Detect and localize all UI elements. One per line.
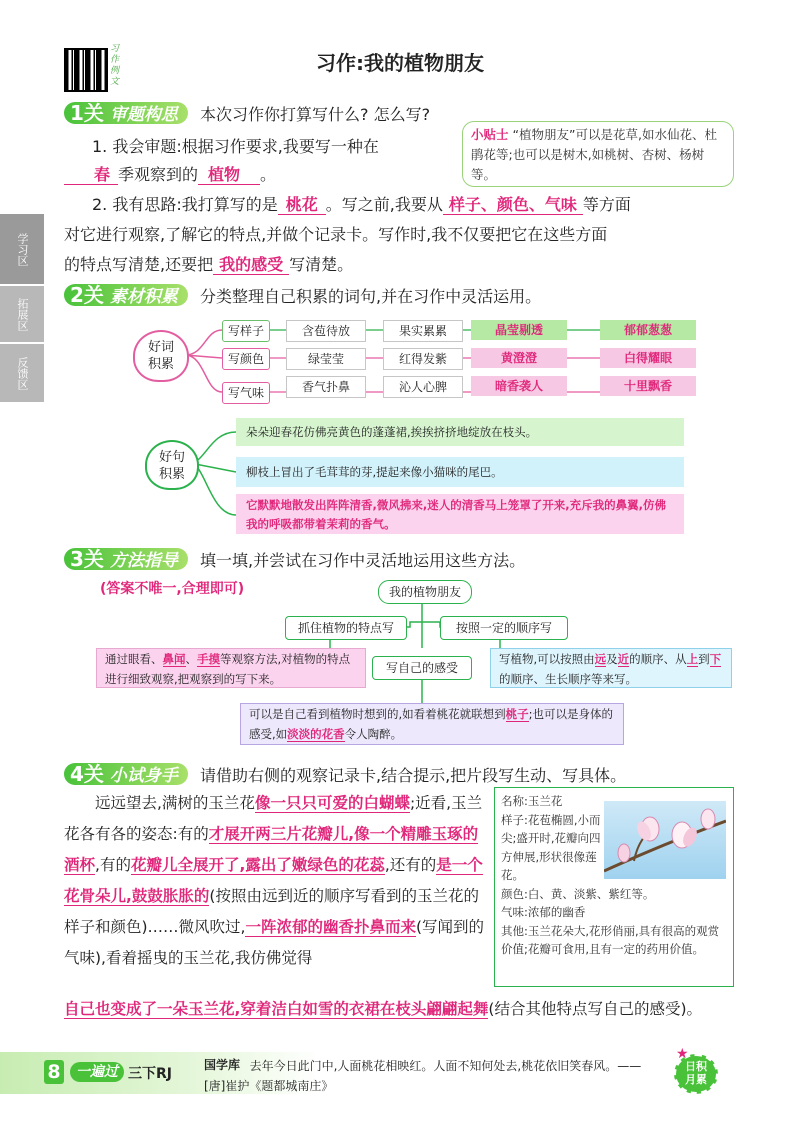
- tip-label: 小贴士: [471, 127, 509, 142]
- qr-label: 习作例文: [110, 44, 120, 87]
- word-answer: 郁郁葱葱: [600, 320, 696, 340]
- answer-top: 上: [686, 652, 699, 666]
- sentence-2: 柳枝上冒出了毛茸茸的芽,提起来像小猫咪的尾巴。: [236, 457, 684, 487]
- sentence-3: 它默默地散发出阵阵清香,微风拂来,迷人的清香马上笼罩了开来,充斥我的鼻翼,仿佛我的呼吸都带着茉莉的香气。: [236, 494, 684, 534]
- sentences-heart-label: 好句积累: [158, 450, 185, 482]
- answer-smell: 鼻闻: [162, 652, 186, 666]
- footer-page-number: 8: [44, 1060, 64, 1084]
- passage-answer-5: 一阵浓郁的幽香扑鼻而来: [245, 918, 416, 936]
- mindmap-center: 我的植物朋友: [378, 580, 472, 604]
- card-shape: 样子:花苞椭圆,小而尖;盛开时,花瓣向四方伸展,形状很像莲花。: [501, 812, 601, 882]
- mindmap-node-right: 按照一定的顺序写: [440, 616, 568, 640]
- card-color: 颜色:白、黄、淡紫、紫红等。: [501, 886, 655, 901]
- row-label-color: 写颜色: [222, 348, 270, 370]
- stage1-para1: 1. 我会审题:根据习作要求,我要写一种在: [92, 137, 379, 156]
- answer-peach: 桃子: [505, 707, 529, 721]
- word-answer: 黄澄澄: [471, 348, 567, 368]
- words-heart-label: 好词积累: [147, 340, 174, 372]
- stage3-badge: 3关 方法指导: [64, 548, 188, 570]
- answer-near: 近: [617, 652, 630, 666]
- stage4-instruction: 请借助右侧的观察记录卡,结合提示,把片段写生动、写具体。: [200, 766, 627, 785]
- answer-aspects: 样子、颜色、气味: [443, 195, 583, 215]
- passage-answer-1: 像一只只可爱的白蝴蝶: [254, 794, 410, 812]
- method-bottom-box: 可以是自己看到植物时想到的,如看着桃花就联想到桃子;也可以是身体的感受,如淡淡的花香令人陶醉。: [240, 703, 624, 745]
- word-answer: 暗香袭人: [471, 376, 567, 396]
- tip-text: “植物朋友”可以是花草,如水仙花、杜鹃花等;也可以是树木,如桃树、杏树、杨树等。: [471, 127, 717, 182]
- footer-badge-label: 日积月累: [685, 1060, 707, 1086]
- footer-label: 国学库: [204, 1058, 241, 1072]
- word-cell: 含苞待放: [286, 320, 366, 342]
- stage3-instruction: 填一填,并尝试在习作中灵活地运用这些方法。: [200, 551, 526, 570]
- card-other: 其他:玉兰花朵大,花形俏丽,具有很高的观赏价值;花瓣可食用,且有一定的药用价值。: [501, 923, 720, 956]
- stage1-para2-line2: 对它进行观察,了解它的特点,并做个记录卡。写作时,我不仅要把它在这些方面: [64, 225, 608, 244]
- answer-plant: 植物: [198, 165, 260, 185]
- stage1-para1-line2: 春 季观察到的 植物 。: [64, 159, 454, 190]
- sentences-heart: [145, 440, 199, 490]
- stage3-note: (答案不唯一,合理即可): [100, 581, 245, 597]
- footer-brand: 一遍过: [70, 1062, 124, 1082]
- stage1-question: 本次习作你打算写什么? 怎么写?: [200, 105, 431, 124]
- word-cell: 绿莹莹: [286, 348, 366, 370]
- method-right-box: 写植物,可以按照由远及近的顺序、从上到下的顺序、生长顺序等来写。: [490, 648, 732, 688]
- magnolia-photo: [604, 801, 726, 879]
- stage2-badge: 2关 素材积累: [64, 284, 188, 306]
- word-cell: 沁人心脾: [383, 376, 463, 398]
- answer-feeling: 我的感受: [213, 255, 289, 275]
- tip-box: [462, 121, 734, 187]
- stage4-passage: 远远望去,满树的玉兰花像一只只可爱的白蝴蝶;近看,玉兰花各有各的姿态:有的才展开两三片花瓣儿,像一个精雕玉琢的酒杯,有的花瓣儿全展开了,露出了嫩绿色的花蕊,还有的是一个花骨朵儿,鼓鼓胀胀的(按照由远到近的顺序写看到的玉兰花的样子和颜色)……微风吹过,一阵浓郁的幽香扑鼻而来(写闻到的气味),看着摇曳的玉兰花,我仿佛觉得: [64, 794, 485, 967]
- word-cell: 果实累累: [383, 320, 463, 342]
- card-name: 名称:玉兰花: [501, 794, 563, 808]
- passage-answer-4: 是一个花骨朵儿,鼓鼓胀胀的: [64, 856, 483, 905]
- word-answer: 晶莹剔透: [471, 320, 567, 340]
- answer-bottom: 下: [709, 652, 722, 666]
- word-cell: 红得发紫: [383, 348, 463, 370]
- stage4-passage-end: 自己也变成了一朵玉兰花,穿着洁白如雪的衣裙在枝头翩翩起舞(结合其他特点写自己的感受)。: [64, 1000, 702, 1018]
- word-cell: 香气扑鼻: [286, 376, 366, 398]
- stage1-para2: 2. 我有思路:我打算写的是 桃花 。写之前,我要从 样子、颜色、气味 等方面: [92, 195, 631, 214]
- star-icon: ★: [676, 1046, 689, 1062]
- answer-fragrance: 淡淡的花香: [287, 727, 345, 741]
- footer-grade: 三下RJ: [128, 1066, 172, 1082]
- row-label-shape: 写样子: [222, 320, 270, 342]
- stage2-instruction: 分类整理自己积累的词句,并在习作中灵活运用。: [200, 287, 542, 306]
- magnolia-illustration: [604, 801, 726, 879]
- passage-answer-6: 自己也变成了一朵玉兰花,穿着洁白如雪的衣裙在枝头翩翩起舞: [64, 1000, 489, 1018]
- footer-poem: 去年今日此门中,人面桃花相映红。人面不知何处去,桃花依旧笑春风。——[唐]崔护《题都城南庄》: [204, 1059, 642, 1093]
- words-heart: [133, 330, 189, 382]
- stage4-badge: 4关 小试身手: [64, 763, 188, 785]
- method-left-box: 通过眼看、鼻闻、手摸等观察方法,对植物的特点进行细致观察,把观察到的写下来。: [96, 648, 366, 688]
- passage-answer-2: 才展开两三片花瓣儿,像一个精雕玉琢的酒杯: [64, 825, 479, 874]
- answer-touch: 手摸: [197, 652, 220, 666]
- card-smell: 气味:浓郁的幽香: [501, 905, 586, 919]
- answer-far: 远: [594, 652, 607, 666]
- word-answer: 十里飘香: [600, 376, 696, 396]
- passage-answer-3: 花瓣儿全展开了,露出了嫩绿色的花蕊: [130, 856, 385, 874]
- mindmap-node-mid: 写自己的感受: [372, 656, 472, 680]
- answer-season: 春: [64, 165, 118, 185]
- sidebar-tab-feedback[interactable]: 反馈区: [0, 344, 44, 402]
- sentence-1: 朵朵迎春花仿佛亮黄色的蓬蓬裙,挨挨挤挤地绽放在枝头。: [236, 418, 684, 446]
- mindmap-node-left: 抓住植物的特点写: [285, 616, 407, 640]
- stage1-badge: 1关 审题构思: [64, 102, 188, 124]
- answer-choice: 桃花: [278, 195, 326, 215]
- sidebar-tab-study[interactable]: 学习区: [0, 214, 44, 284]
- row-label-smell: 写气味: [222, 382, 270, 404]
- word-answer: 白得耀眼: [600, 348, 696, 368]
- sidebar-tab-extend[interactable]: 拓展区: [0, 286, 44, 342]
- stage1-para2-line3: 的特点写清楚,还要把 我的感受 写清楚。: [64, 255, 354, 274]
- page-title: 习作:我的植物朋友: [316, 51, 484, 75]
